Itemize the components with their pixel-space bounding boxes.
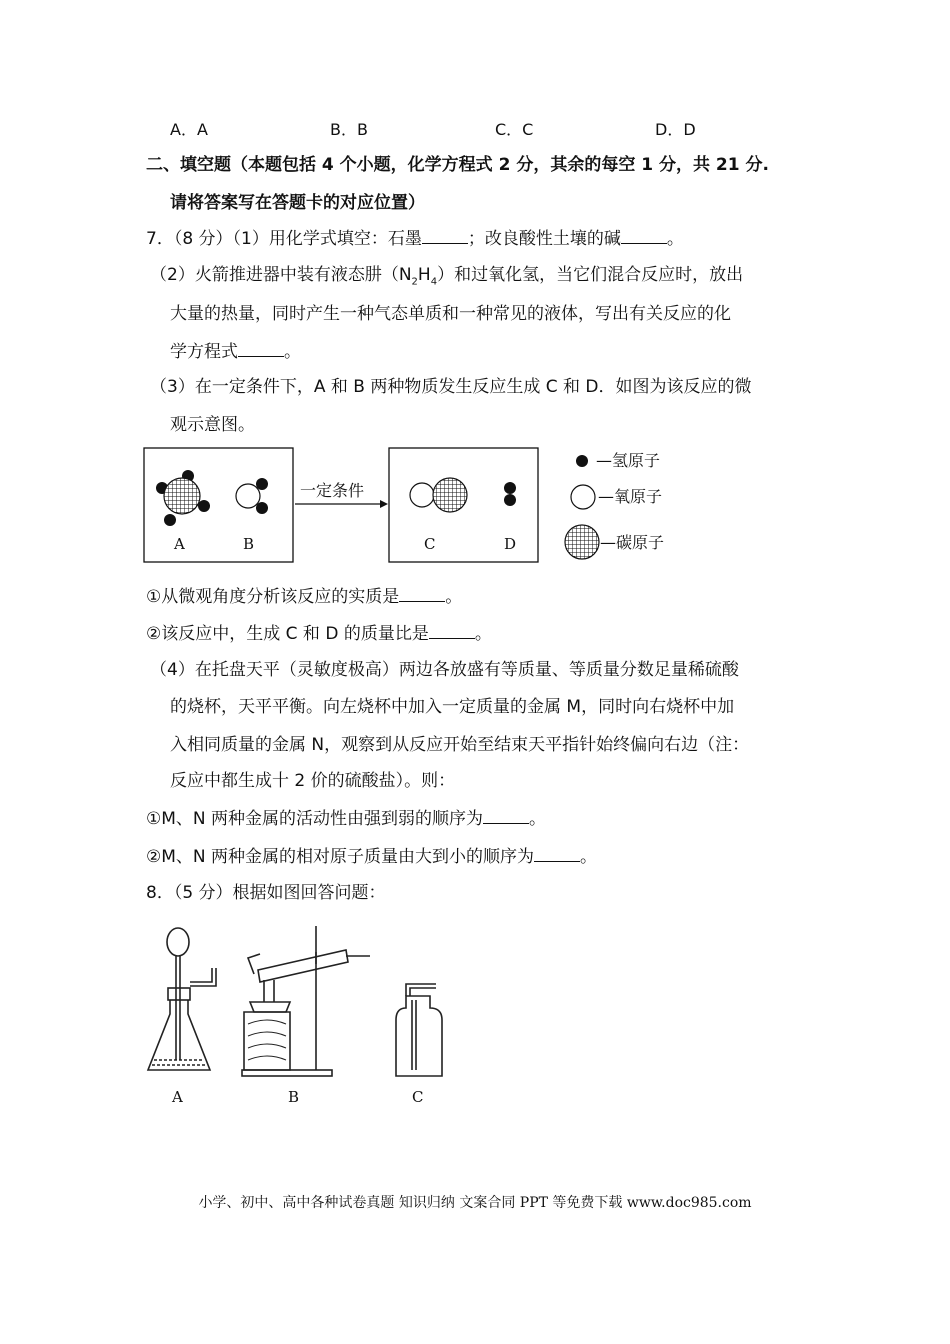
apparatus-a-flask — [148, 928, 216, 1070]
q7-part4-line1: （4）在托盘天平（灵敏度极高）两边各放盛有等质量、等质量分数足量稀硫酸 — [150, 660, 739, 680]
q7-sub1 — [146, 585, 462, 609]
q7-part3-line2: 观示意图。 — [170, 415, 255, 435]
q7-text: ）和过氧化氢，当它们混合反应时，放出 — [437, 265, 744, 285]
apparatus-label-c: C — [412, 1088, 424, 1106]
q7-part3-line1: （3）在一定条件下，A 和 B 两种物质发生反应生成 C 和 D．如图为该反应的微 — [150, 377, 752, 397]
legend — [565, 451, 664, 559]
answer-blank — [534, 845, 580, 862]
apparatus-label-a: A — [172, 1088, 183, 1106]
answer-blank — [399, 585, 445, 602]
q7-part4-line3: 入相同质量的金属 N，观察到从反应开始至结束天平指针始终偏向右边（注： — [170, 735, 750, 755]
answer-blank — [422, 227, 468, 244]
label-a: A — [174, 535, 185, 553]
answer-blank — [429, 622, 475, 639]
molecule-c — [410, 478, 467, 512]
q7-text: （2）火箭推进器中装有液态肼（N — [150, 265, 412, 285]
apparatus-label-b: B — [288, 1088, 300, 1106]
q7-part2-line3 — [170, 340, 301, 364]
q8-title: 8．（5 分）根据如图回答问题： — [146, 883, 386, 903]
q7-sub3 — [146, 807, 546, 831]
q7-text: 学方程式 — [170, 342, 238, 362]
q7-sub4 — [146, 845, 597, 869]
subscript: 4 — [430, 276, 438, 288]
apparatus-b-heater — [242, 926, 370, 1076]
arrow-head — [380, 500, 388, 508]
q7-part4-line2: 的烧杯，天平平衡。向左烧杯中加入一定质量的金属 M，同时向右烧杯中加 — [170, 697, 735, 717]
q7-text: ；改良酸性土壤的碱 — [467, 229, 621, 249]
hydrogen-legend-icon — [576, 455, 588, 467]
q7-text: ②M、N 两种金属的相对原子质量由大到小的顺序为 — [146, 847, 535, 867]
q7-text: 7．（8 分）（1）用化学式填空：石墨 — [146, 229, 422, 249]
q7-text: 。 — [580, 847, 598, 867]
option-b: B．B — [330, 120, 368, 139]
q7-part4-line4: 反应中都生成十 2 价的硫酸盐）。则： — [170, 771, 456, 791]
q7-text: ①M、N 两种金属的活动性由强到弱的顺序为 — [146, 809, 484, 829]
carbon-legend-icon — [565, 525, 599, 559]
q7-text: ②该反应中，生成 C 和 D 的质量比是 — [146, 624, 429, 644]
molecule-d — [504, 482, 516, 506]
legend-hydrogen: —氢原子 — [596, 451, 661, 470]
legend-oxygen: —氧原子 — [598, 487, 663, 506]
q7-text: 。 — [529, 809, 547, 829]
page-footer: 小学、初中、高中各种试卷真题 知识归纳 文案合同 PPT 等免费下载 www.doc985.com — [198, 1195, 752, 1211]
molecule-b — [236, 478, 268, 514]
reaction-diagram — [140, 444, 700, 568]
q7-line1 — [146, 227, 684, 251]
molecule-a — [156, 470, 210, 526]
lab-apparatus-figure — [140, 920, 460, 1115]
legend-carbon: —碳原子 — [600, 533, 665, 552]
q7-part2-line1 — [150, 263, 743, 294]
option-d: D．D — [655, 120, 696, 139]
q7-text: ①从微观角度分析该反应的实质是 — [146, 587, 400, 607]
q7-text: 。 — [474, 624, 492, 644]
subscript: 2 — [411, 276, 418, 288]
q7-part2-line2: 大量的热量，同时产生一种气态单质和一种常见的液体，写出有关反应的化 — [170, 304, 731, 324]
answer-blank — [483, 807, 529, 824]
q7-text: 。 — [666, 229, 684, 249]
section-title-line2: 请将答案写在答题卡的对应位置） — [170, 193, 425, 213]
label-b: B — [243, 535, 255, 553]
section-title-line1: 二、填空题（本题包括 4 个小题，化学方程式 2 分，其余的每空 1 分，共 21 分. — [146, 155, 769, 175]
q7-text: 。 — [445, 587, 463, 607]
q7-text: 。 — [284, 342, 301, 362]
label-d: D — [504, 535, 517, 553]
q7-text: H — [417, 265, 431, 285]
apparatus-c-bottle — [396, 984, 442, 1076]
label-c: C — [424, 535, 436, 553]
oxygen-legend-icon — [571, 485, 595, 509]
answer-blank — [621, 227, 667, 244]
arrow-label: 一定条件 — [300, 481, 365, 500]
option-c: C．C — [495, 120, 534, 139]
option-a: A．A — [170, 120, 208, 139]
answer-blank — [238, 340, 284, 357]
q7-sub2 — [146, 622, 492, 646]
